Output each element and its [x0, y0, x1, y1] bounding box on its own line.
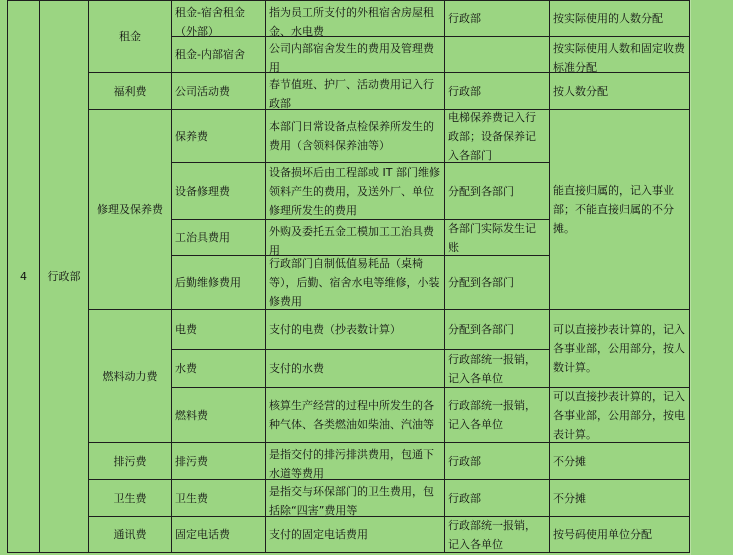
responsible-cell[interactable] [445, 110, 550, 163]
responsible-cell[interactable] [445, 0, 550, 37]
responsible-cell[interactable] [445, 350, 550, 388]
responsible-cell[interactable] [445, 388, 550, 443]
item-text: 设备修理费 [175, 184, 230, 198]
responsible-text: 行政部 [448, 12, 481, 25]
description-cell[interactable] [266, 480, 445, 517]
allocation-cell[interactable] [550, 37, 690, 73]
allocation-text: 按实际使用的人数分配 [553, 12, 663, 25]
allocation-text: 能直接归属的，记入事业部；不能直接归属的不分摊。 [553, 184, 674, 235]
item-text: 水费 [175, 362, 197, 375]
description-cell[interactable] [266, 310, 445, 350]
allocation-text: 不分摊 [553, 454, 586, 468]
allocation-cell[interactable] [550, 517, 690, 553]
allocation-cell[interactable] [550, 73, 690, 110]
item-text: 工治具费用 [175, 231, 230, 244]
description-text: 支付的固定电话费用 [269, 528, 368, 541]
item-cell[interactable] [172, 256, 266, 310]
item-cell[interactable] [172, 517, 266, 553]
responsible-cell[interactable] [445, 73, 550, 110]
item-text: 租金-内部宿舍 [175, 48, 245, 61]
description-text: 支付的电费（抄表数计算） [269, 323, 401, 336]
responsible-cell[interactable] [445, 163, 550, 220]
item-cell[interactable] [172, 110, 266, 163]
item-cell[interactable] [172, 37, 266, 73]
item-cell[interactable] [172, 480, 266, 517]
description-text: 是指交付的排污排洪费用，包通下水道等费用 [269, 448, 434, 480]
group-cell-communication[interactable] [89, 517, 172, 553]
group-cell-welfare[interactable] [89, 73, 172, 110]
group-cell-repair[interactable] [89, 110, 172, 310]
description-cell[interactable] [266, 110, 445, 163]
responsible-text: 行政部统一报销，记入各单位 [448, 352, 536, 385]
group-label: 排污费 [113, 454, 147, 468]
allocation-cell[interactable] [550, 310, 690, 388]
item-cell[interactable] [172, 388, 266, 443]
description-cell[interactable] [266, 388, 445, 443]
description-text: 设备损坏后由工程部或 IT 部门维修领料产生的费用，及送外厂、单位修理所发生的费用 [269, 165, 440, 217]
allocation-text: 按人数分配 [553, 84, 608, 98]
item-cell[interactable] [172, 350, 266, 388]
responsible-text: 分配到各部门 [448, 276, 514, 289]
item-cell[interactable] [172, 0, 266, 37]
responsible-text: 行政部统一报销，记入各单位 [448, 518, 536, 551]
group-cell-fuel[interactable] [89, 310, 172, 443]
description-text: 是指交与环保部门的卫生费用，包括除“四害”费用等 [269, 485, 434, 517]
item-text: 租金-宿舍租金（外部） [175, 6, 245, 37]
responsible-text: 各部门实际发生记账 [448, 221, 536, 254]
responsible-text: 行政部 [448, 454, 481, 468]
description-cell[interactable] [266, 73, 445, 110]
group-label: 卫生费 [113, 491, 147, 505]
responsible-text: 行政部 [448, 84, 481, 98]
group-label: 燃料动力费 [102, 369, 158, 383]
row-number-cell[interactable] [7, 0, 40, 553]
description-cell[interactable] [266, 350, 445, 388]
item-cell[interactable] [172, 220, 266, 256]
department-label: 行政部 [47, 270, 81, 283]
allocation-text: 不分摊 [553, 491, 586, 505]
group-cell-rent[interactable] [89, 0, 172, 73]
allocation-cell[interactable] [550, 388, 690, 443]
description-text: 核算生产经营的过程中所发生的各种气体、各类燃油如柴油、汽油等 [269, 399, 434, 431]
row-number: 4 [20, 270, 27, 283]
description-text: 本部门日常设备点检保养所发生的费用（含领料保养油等） [269, 120, 434, 152]
item-cell[interactable] [172, 163, 266, 220]
responsible-cell[interactable] [445, 310, 550, 350]
item-text: 公司活动费 [175, 84, 230, 98]
responsible-text: 电梯保养费记入行政部；设备保养记入各部门 [448, 110, 536, 162]
allocation-cell-merged[interactable] [550, 110, 690, 310]
allocation-text: 可以直接抄表计算的，记入各事业部，公用部分，按电表计算。 [553, 389, 685, 441]
responsible-text: 分配到各部门 [448, 323, 514, 336]
description-text: 指为员工所支付的外租宿舍房屋租金、水电费 [269, 6, 434, 37]
group-cell-pollution[interactable] [89, 443, 172, 480]
allocation-text: 按实际使用人数和固定收费标准分配 [553, 42, 685, 73]
description-text: 外购及委托五金工模加工工治具费用 [269, 225, 434, 256]
description-cell[interactable] [266, 443, 445, 480]
responsible-text: 分配到各部门 [448, 184, 514, 198]
responsible-cell[interactable] [445, 443, 550, 480]
description-text: 春节值班、护厂、活动费用记入行政部 [269, 78, 434, 110]
responsible-cell[interactable] [445, 37, 550, 73]
column-gridline [690, 0, 691, 555]
item-text: 保养费 [175, 129, 208, 143]
description-text: 行政部门自制低值易耗品（桌椅等），后勤、宿舍水电等维修，小装修费用 [269, 257, 440, 308]
description-text: 支付的水费 [269, 362, 324, 375]
allocation-cell[interactable] [550, 443, 690, 480]
description-cell[interactable] [266, 163, 445, 220]
description-cell[interactable] [266, 256, 445, 310]
allocation-cell[interactable] [550, 0, 690, 37]
responsible-text: 行政部 [448, 491, 481, 505]
responsible-cell[interactable] [445, 220, 550, 256]
allocation-text: 可以直接抄表计算的，记入各事业部，公用部分，按人数计算。 [553, 323, 685, 374]
item-text: 固定电话费 [175, 528, 230, 541]
allocation-text: 按号码使用单位分配 [553, 528, 652, 541]
group-label: 通讯费 [113, 528, 147, 541]
group-label: 修理及保养费 [97, 203, 163, 216]
responsible-cell[interactable] [445, 480, 550, 517]
description-text: 公司内部宿舍发生的费用及管理费用 [269, 42, 434, 73]
responsible-cell[interactable] [445, 517, 550, 553]
group-label: 福利费 [113, 84, 147, 98]
description-cell[interactable] [266, 37, 445, 73]
responsible-cell[interactable] [445, 256, 550, 310]
description-cell[interactable] [266, 517, 445, 553]
item-text: 燃料费 [175, 408, 208, 422]
description-cell[interactable] [266, 0, 445, 37]
responsible-text: 行政部统一报销，记入各单位 [448, 399, 536, 431]
allocation-cell[interactable] [550, 480, 690, 517]
item-text: 卫生费 [175, 491, 208, 505]
description-cell[interactable] [266, 220, 445, 256]
item-text: 排污费 [175, 454, 208, 468]
item-text: 电费 [175, 323, 197, 336]
item-cell[interactable] [172, 73, 266, 110]
department-cell[interactable] [40, 0, 89, 553]
item-cell[interactable] [172, 310, 266, 350]
item-text: 后勤维修费用 [175, 276, 241, 289]
group-cell-sanitation[interactable] [89, 480, 172, 517]
group-label: 租金 [119, 30, 141, 43]
item-cell[interactable] [172, 443, 266, 480]
